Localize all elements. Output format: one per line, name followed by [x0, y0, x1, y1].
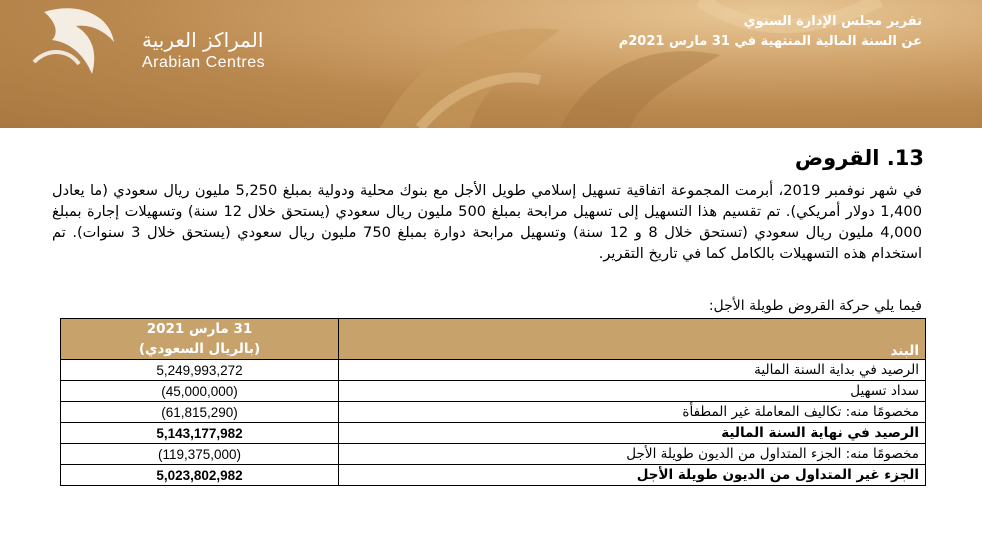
header-item: البند	[339, 319, 926, 360]
logo-english-text: Arabian Centres	[142, 54, 266, 71]
header-value	[61, 319, 339, 360]
horse-icon	[14, 2, 124, 82]
table-row	[61, 444, 926, 465]
table-header-row	[61, 319, 926, 360]
table-row	[61, 402, 926, 423]
table-row	[61, 381, 926, 402]
row-label: مخصومًا منه: الجزء المتداول من الديون طويلة الأجل	[339, 444, 926, 465]
row-label: الرصيد في نهاية السنة المالية	[339, 423, 926, 444]
header-value-unit: (بالريال السعودي)	[138, 341, 261, 357]
row-label: الرصيد في بداية السنة المالية	[339, 360, 926, 381]
row-value: 5,249,993,272	[61, 360, 339, 381]
row-value: 5,023,802,982	[61, 465, 339, 486]
table-row	[61, 360, 926, 381]
report-header	[619, 12, 922, 52]
row-label: مخصومًا منه: تكاليف المعاملة غير المطفأة	[339, 402, 926, 423]
report-subtitle: عن السنة المالية المنتهية في 31 مارس 2021م	[618, 34, 922, 49]
report-title: تقرير مجلس الإدارة السنوي	[743, 14, 922, 29]
row-value: (61,815,290)	[61, 402, 339, 423]
row-value: (119,375,000)	[61, 444, 339, 465]
table-intro: فيما يلي حركة القروض طويلة الأجل:	[708, 298, 922, 314]
row-label: الجزء غير المتداول من الديون طويلة الأجل	[339, 465, 926, 486]
header-value-date: 31 مارس 2021	[146, 321, 253, 337]
table-row-total	[61, 465, 926, 486]
row-value: 5,143,177,982	[61, 423, 339, 444]
logo-arabic-text: المراكز العربية	[142, 28, 264, 52]
header-banner	[0, 0, 982, 128]
company-logo	[14, 2, 284, 82]
section-title: 13. القروض	[794, 146, 924, 170]
loans-table	[60, 318, 926, 486]
row-label: سداد تسهيل	[339, 381, 926, 402]
table-row-total	[61, 423, 926, 444]
section-paragraph: في شهر نوفمبر 2019، أبرمت المجموعة اتفاقية تسهيل إسلامي طويل الأجل مع بنوك محلية ودولية بمبلغ 5,250 مليون ريال سعودي (ما يعادل 1,400 دولار أمريكي). تم تقسيم هذا التسهيل إلى تسهيل مرابحة بمبلغ 500 مليون ريال سعودي (يستحق خلال 12 سنة) وتسهيلات إجارة بمبلغ 4,000 مليون ريال سعودي (تستحق خلال 8 و 12 سنة) وتسهيل مرابحة دوارة بمبلغ 750 مليون ريال سعودي (يستحق خلال 3 سنوات). تم استخدام هذه التسهيلات بالكامل كما في تاريخ التقرير.	[52, 182, 922, 262]
row-value: (45,000,000)	[61, 381, 339, 402]
